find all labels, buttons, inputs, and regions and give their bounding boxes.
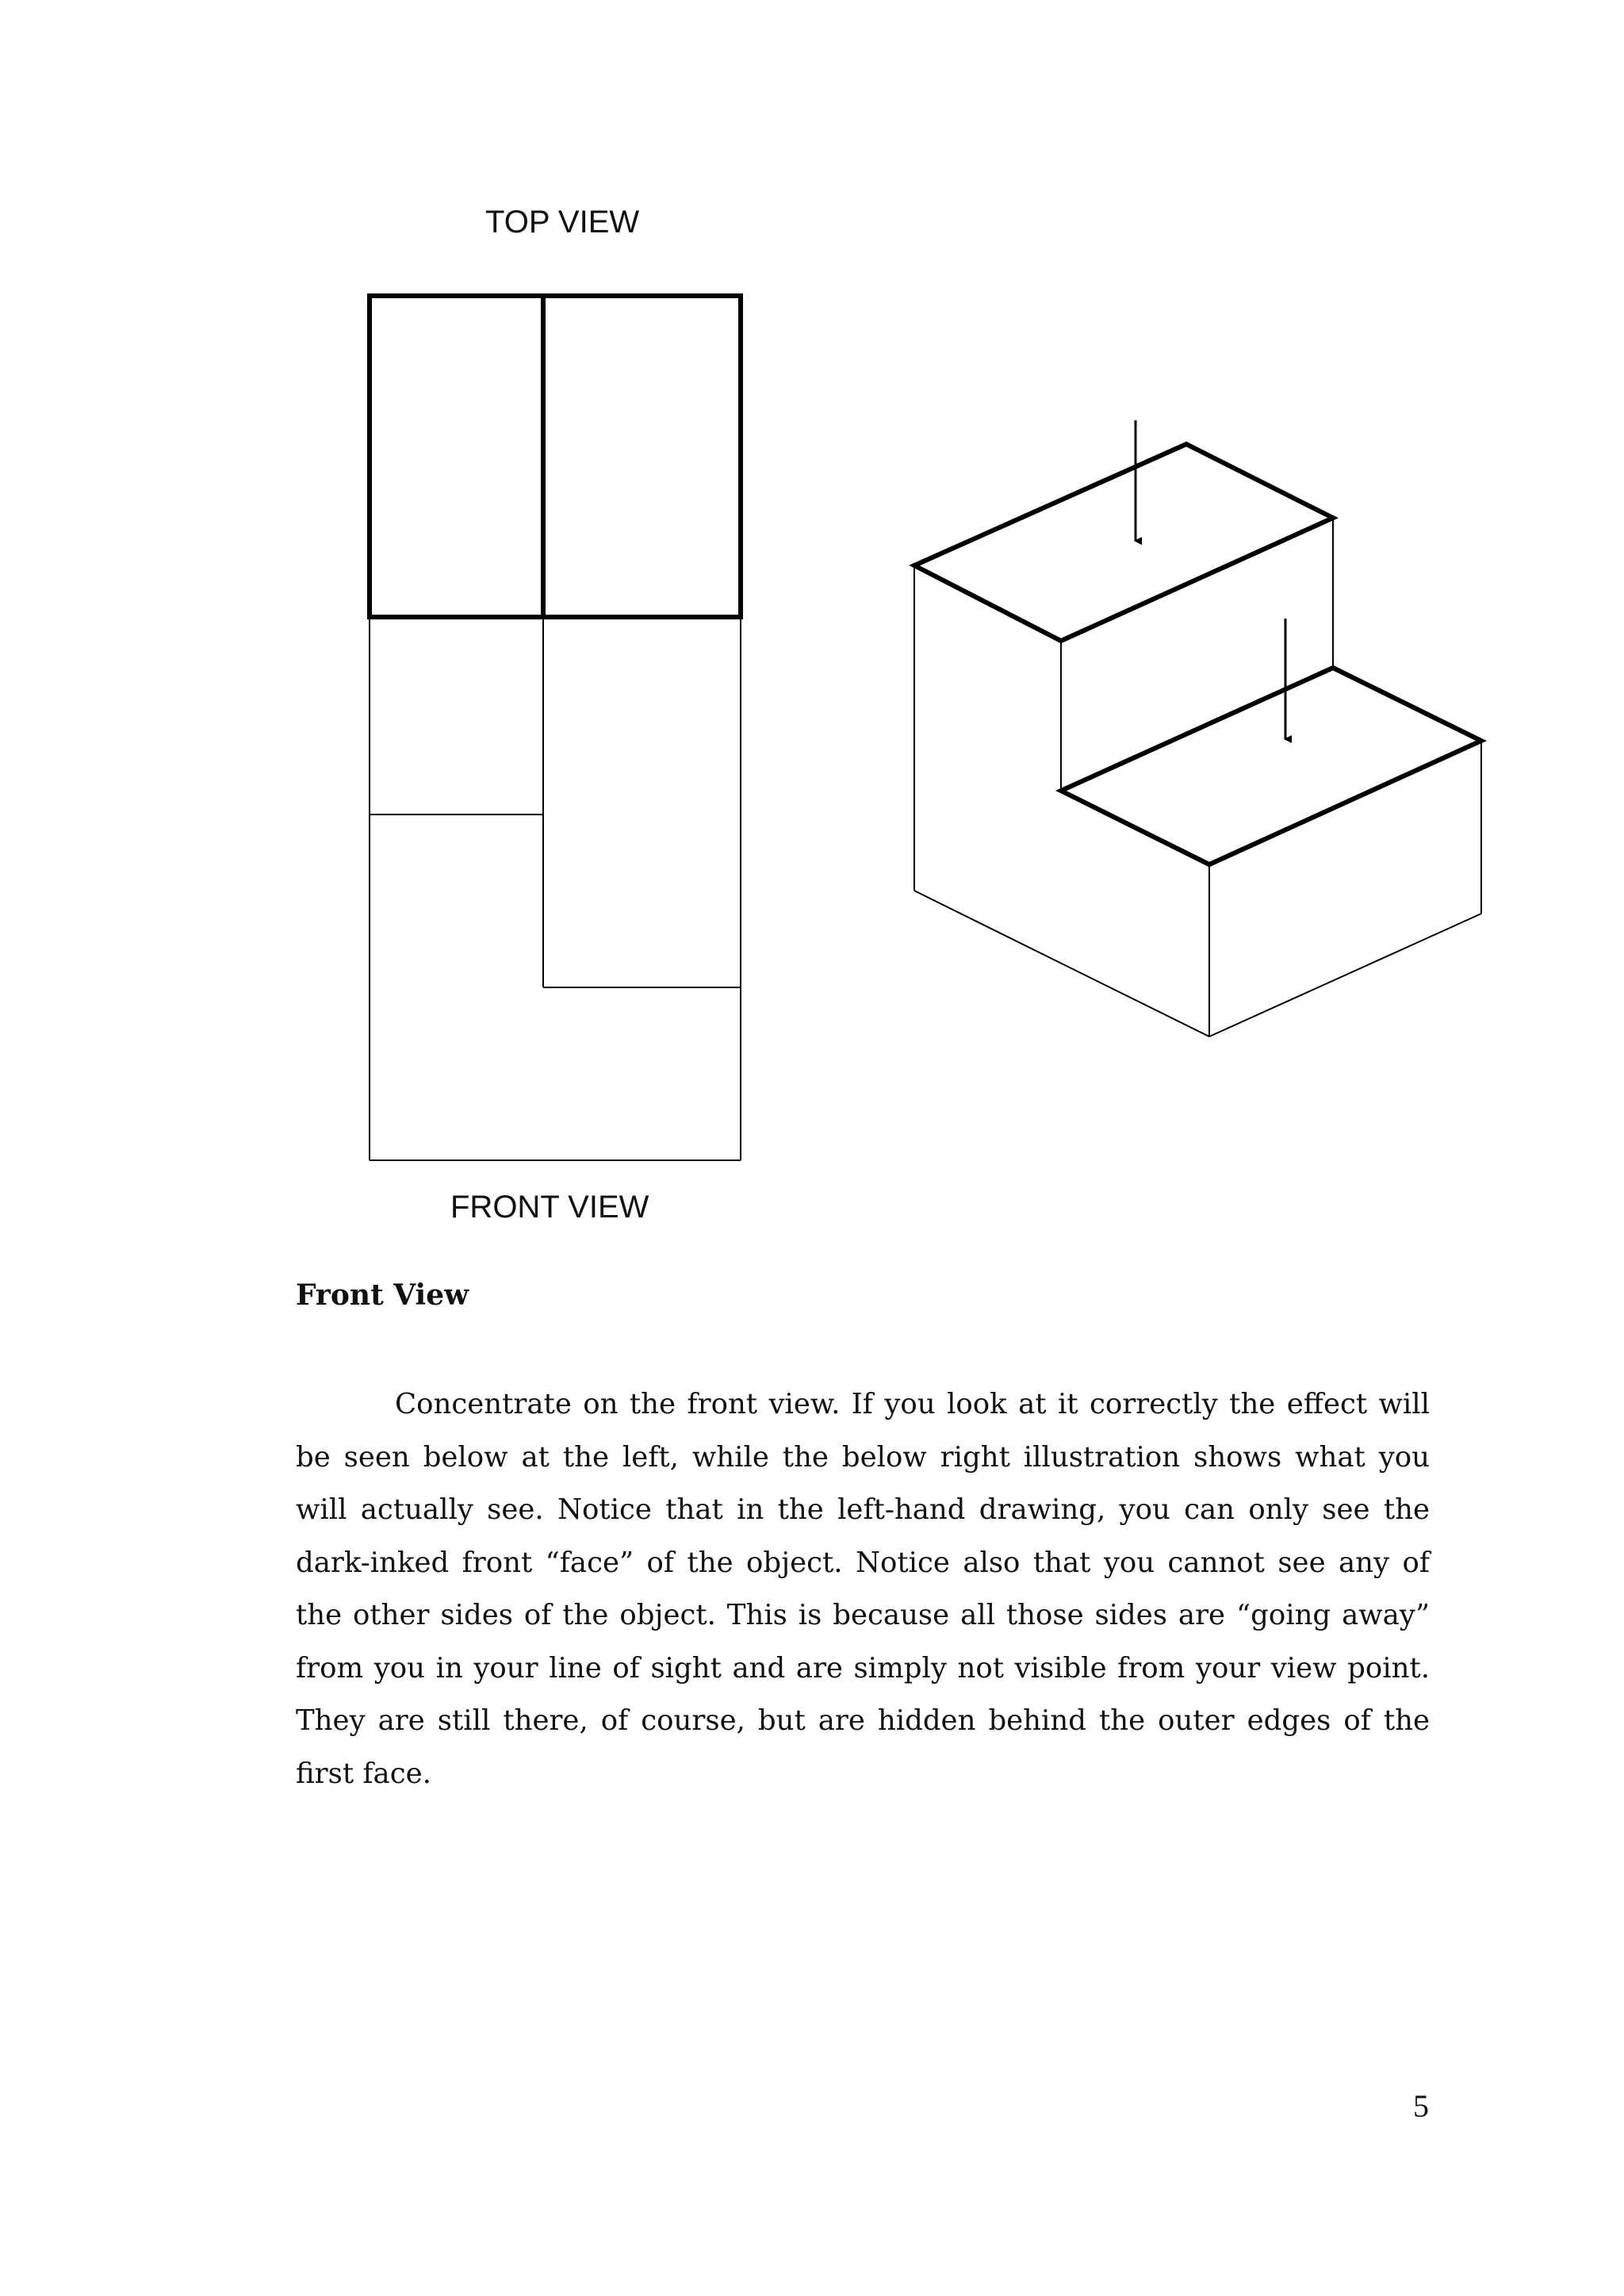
isometric-bold-faces xyxy=(914,444,1481,864)
isometric-lower-top-face xyxy=(1061,668,1481,864)
page-number: 5 xyxy=(1413,2088,1429,2124)
front-view-drawing xyxy=(370,617,741,1160)
view-direction-arrows xyxy=(1136,420,1285,739)
section-heading: Front View xyxy=(296,1278,469,1312)
isometric-drawing xyxy=(914,420,1481,1037)
body-paragraph: Concentrate on the front view. If you look at it correctly the effect will be seen below at the left, while the below right illustration shows what you will actually see. Notice that in the left-hand drawing, you can only see the dark-inked front “face” of the object. Notice also that you cannot see any of the other sides of the object. This is because all those sides are “going away” from you in your line of sight and are simply not visible from your view point. They are still there, of course, but are hidden behind the outer edges of the first face. xyxy=(296,1388,1430,1790)
top-view-drawing xyxy=(370,296,741,617)
front-view-label: FRONT VIEW xyxy=(450,1190,649,1225)
isometric-upper-top-face xyxy=(914,444,1333,641)
top-view-outline xyxy=(370,296,741,617)
top-view-label: TOP VIEW xyxy=(485,205,640,240)
